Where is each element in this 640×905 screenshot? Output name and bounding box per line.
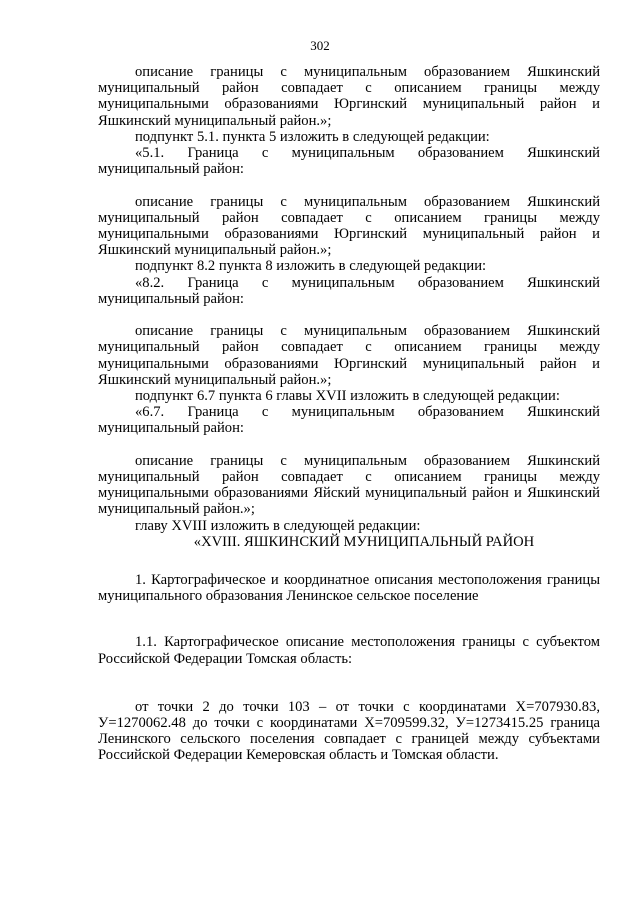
paragraph-boundary-8-2: «8.2. Граница с муниципальным образованием Яшкинский муниципальный район: bbox=[98, 274, 600, 307]
paragraph-boundary-description-3: описание границы с муниципальным образованием Яшкинский муниципальный район совпадает с описанием границы между муниципальными образованиями Юргинский муниципальный район и Яшкинский муниципальный район.»; bbox=[98, 323, 600, 388]
page-number: 302 bbox=[310, 38, 330, 53]
paragraph-boundary-description-4: описание границы с муниципальным образованием Яшкинский муниципальный район совпадает с описанием границы между муниципальными образованиями Яйский муниципальный район и Яшкинский муниципальный район.»; bbox=[98, 452, 600, 518]
paragraph-section-1-1: 1.1. Картографическое описание местоположения границы с субъектом Российской Федерации Томская область: bbox=[98, 634, 600, 667]
paragraph-amendment-6-7: подпункт 6.7 пункта 6 главы XVII изложить в следующей редакции: bbox=[135, 388, 560, 405]
paragraph-boundary-6-7: «6.7. Граница с муниципальным образованием Яшкинский муниципальный район: bbox=[98, 404, 600, 437]
blank-line bbox=[98, 307, 600, 323]
blank-line bbox=[98, 437, 600, 453]
chapter-heading: «XVIII. ЯШКИНСКИЙ МУНИЦИПАЛЬНЫЙ РАЙОН bbox=[193, 533, 535, 550]
document-body bbox=[98, 64, 600, 764]
paragraph-amendment-chapter-18: главу XVIII изложить в следующей редакции: bbox=[135, 517, 421, 534]
blank-line bbox=[98, 667, 600, 699]
paragraph-amendment-8-2: подпункт 8.2 пункта 8 изложить в следующей редакции: bbox=[135, 258, 487, 275]
paragraph-boundary-5-1: «5.1. Граница с муниципальным образованием Яшкинский муниципальный район: bbox=[98, 145, 600, 178]
paragraph-boundary-description-1: описание границы с муниципальным образованием Яшкинский муниципальный район совпадает с описанием границы между муниципальными образованиями Юргинский муниципальный район и Яшкинский муниципальный район.»; bbox=[98, 64, 600, 129]
blank-line bbox=[98, 177, 600, 193]
paragraph-boundary-description-2: описание границы с муниципальным образованием Яшкинский муниципальный район совпадает с описанием границы между муниципальными образованиями Юргинский муниципальный район и Яшкинский муниципальный район.»; bbox=[98, 193, 600, 259]
paragraph-section-1: 1. Картографическое и координатное описания местоположения границы муниципального образования Ленинское сельское поселение bbox=[98, 572, 600, 605]
paragraph-amendment-5-1: подпункт 5.1. пункта 5 изложить в следующей редакции: bbox=[135, 128, 490, 145]
blank-line bbox=[98, 550, 600, 572]
blank-line bbox=[98, 604, 600, 634]
paragraph-coordinates-description: от точки 2 до точки 103 – от точки с координатами Х=707930.83, У=1270062.48 до точки с координатами Х=709599.32, У=1273415.25 граница Ленинского сельского поселения совпадает с границей между субъектами Российской Федерации Кемеровская область и Томская области. bbox=[98, 698, 600, 764]
